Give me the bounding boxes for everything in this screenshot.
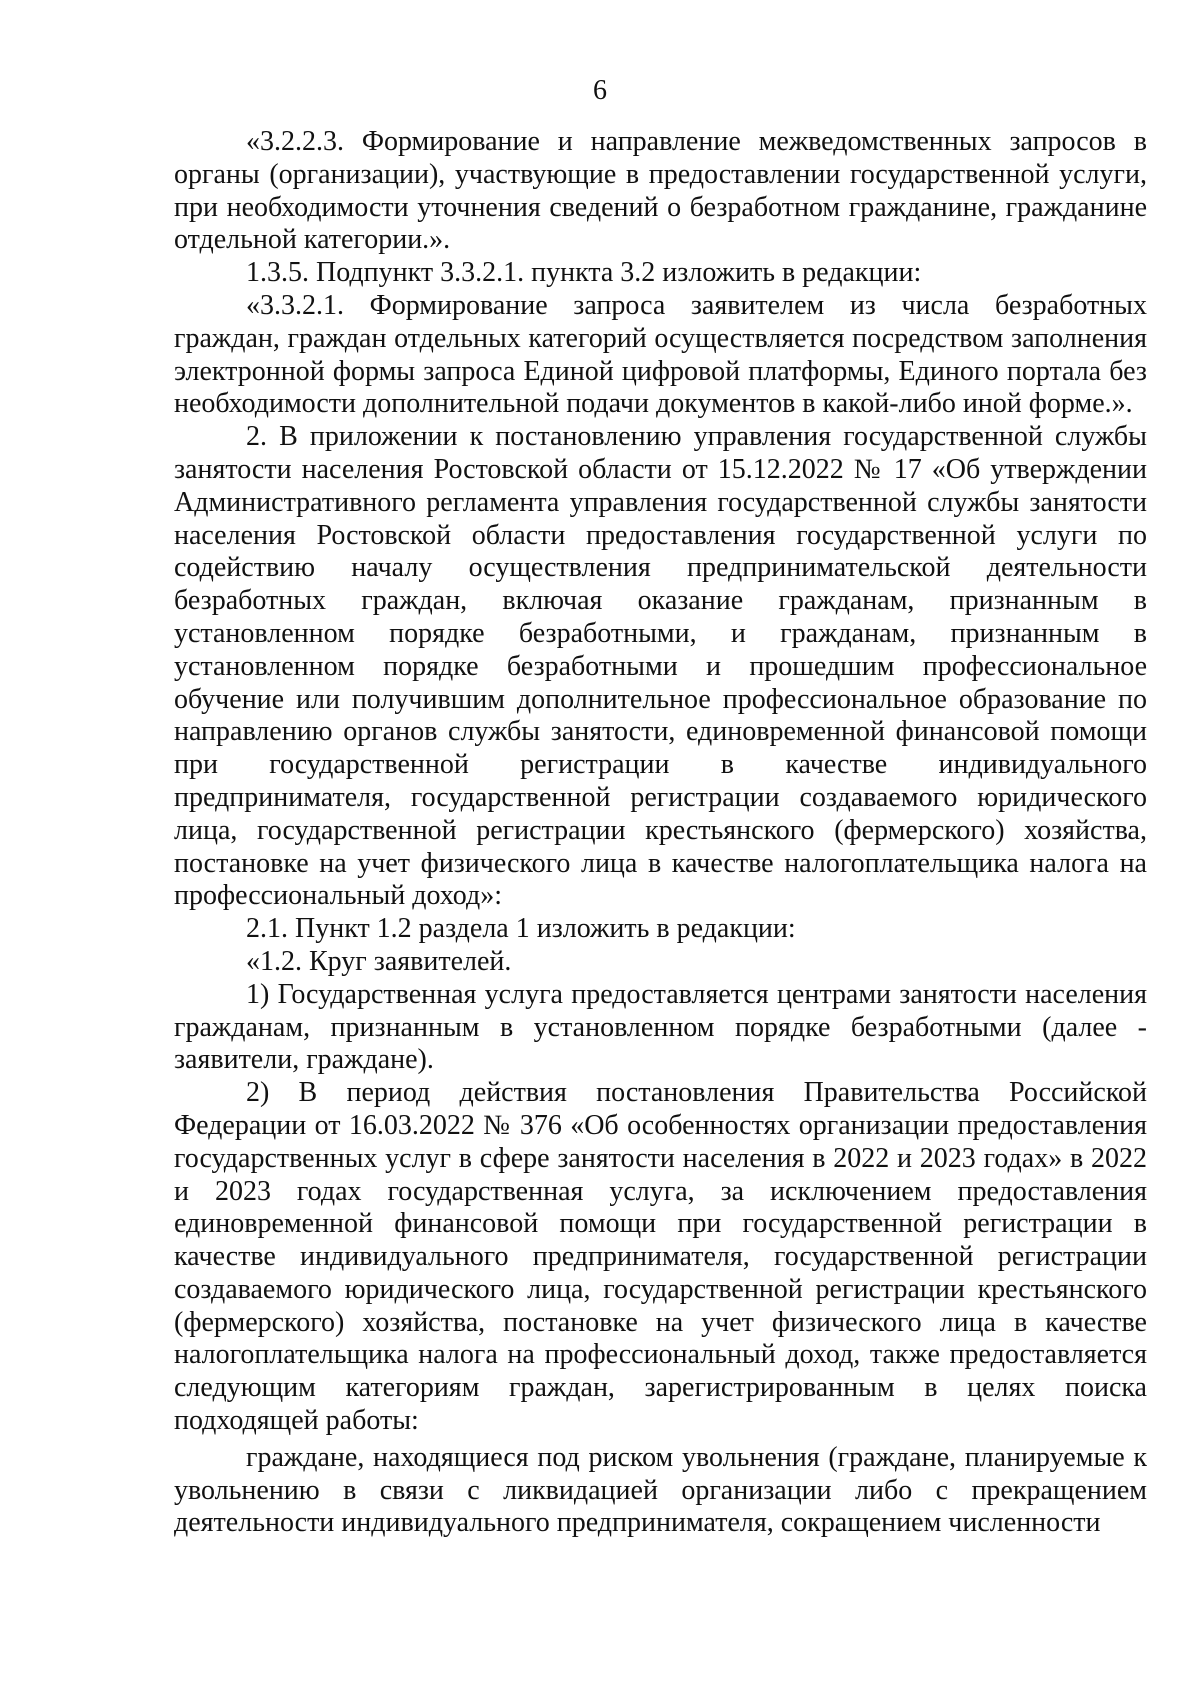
paragraph-2-1: 2.1. Пункт 1.2 раздела 1 изложить в редакции: bbox=[246, 913, 796, 945]
paragraph-2-appendix: 2. В приложении к постановлению управления государственной службы занятости населения Ростовской области от 15.12.2022 № 17 «Об утверждении Административного регламента управления государственной службы занятости населения Ростовской области предоставления государственной услуги по содействию началу осуществления предпринимательской деятельности безработных граждан, включая оказание гражданам, признанным в установленном порядке безработными, и гражданам, признанным в установленном порядке безработными и прошедшим профессиональное обучение или получившим дополнительное профессиональное образование по направлению органов службы занятости, единовременной финансовой помощи при государственной регистрации в качестве индивидуального предпринимателя, государственной регистрации создаваемого юридического лица, государственной регистрации крестьянского (фермерского) хозяйства, постановке на учет физического лица в качестве налогоплательщика налога на профессиональный доход»: bbox=[174, 421, 1147, 912]
paragraph-item-1: 1) Государственная услуга предоставляется центрами занятости населения гражданам, признанным в установленном порядке безработными (далее - заявители, граждане). bbox=[174, 978, 1147, 1076]
paragraph-1-3-5: 1.3.5. Подпункт 3.3.2.1. пункта 3.2 изложить в редакции: bbox=[246, 257, 922, 289]
paragraph-1-2-heading: «1.2. Круг заявителей. bbox=[246, 945, 512, 977]
paragraph-3-3-2-1: «3.3.2.1. Формирование запроса заявителем из числа безработных граждан, граждан отдельных категорий осуществляется посредством заполнения электронной формы запроса Единой цифровой платформы, Единого портала без необходимости дополнительной подачи документов в какой-либо иной форме.». bbox=[174, 289, 1147, 420]
page-number: 6 bbox=[593, 75, 607, 106]
paragraph-3-2-2-3: «3.2.2.3. Формирование и направление межведомственных запросов в органы (организации), участвующие в предоставлении государственной услуги, при необходимости уточнения сведений о безработном гражданине, гражданине отдельной категории.». bbox=[174, 126, 1147, 256]
document-body bbox=[174, 126, 1147, 1540]
paragraph-item-2: 2) В период действия постановления Правительства Российской Федерации от 16.03.2022 № 376 «Об особенностях организации предоставления государственных услуг в сфере занятости населения в 2022 и 2023 годах» в 2022 и 2023 годах государственная услуга, за исключением предоставления единовременной финансовой помощи при государственной регистрации в качестве индивидуального предпринимателя, государственной регистрации создаваемого юридического лица, государственной регистрации крестьянского (фермерского) хозяйства, постановке на учет физического лица в качестве налогоплательщика налога на профессиональный доход, также предоставляется следующим категориям граждан, зарегистрированным в целях поиска подходящей работы: bbox=[174, 1077, 1147, 1437]
paragraph-at-risk-citizens: граждане, находящиеся под риском увольнения (граждане, планируемые к увольнению в связи с ликвидацией организации либо с прекращением деятельности индивидуального предпринимателя, сокращением численности bbox=[174, 1441, 1147, 1539]
